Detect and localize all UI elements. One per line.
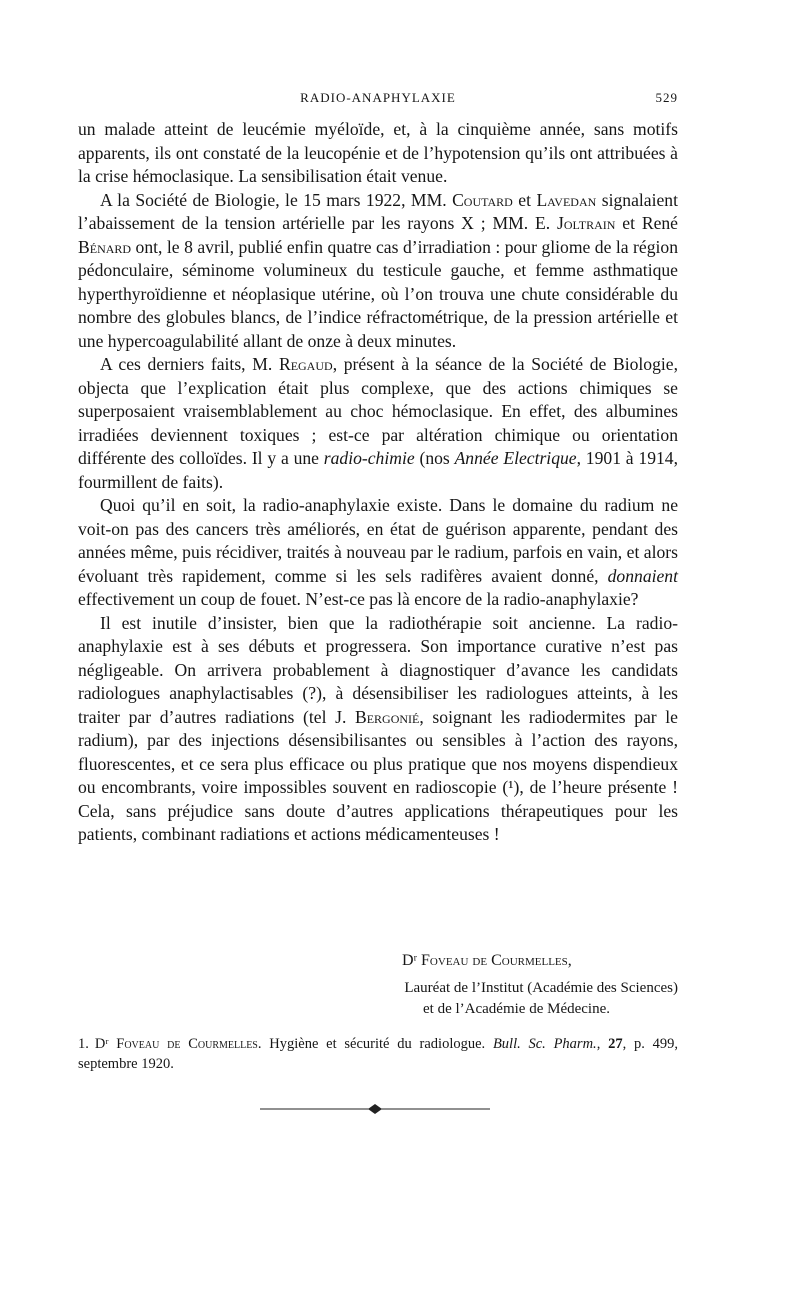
footnote bbox=[78, 1034, 678, 1074]
italic-text: radio-chimie bbox=[323, 448, 415, 468]
footnote-number: 1. bbox=[78, 1036, 89, 1052]
article-body bbox=[78, 118, 678, 847]
text-run: (nos bbox=[414, 448, 455, 468]
italic-text: donnaient bbox=[607, 565, 678, 586]
paragraph bbox=[78, 353, 678, 494]
text-run: Quoi qu’il en soit, la radio-anaphylaxie existe. Dans le domaine du radium ne voit-on pas des cancers très améliorés, en état de guérison apparente, pendant des années même, puis récidiver, traités à nouveau par le radium, parfois en vain, et alors évoluant très rapidement, comme si les sels radifères avaient donné, bbox=[78, 495, 678, 586]
text-run: et bbox=[512, 189, 537, 210]
text-run: signalaient l’abaissement de la tension artérielle par les rayons X ; MM. E. bbox=[78, 189, 678, 233]
author-affiliation: Lauréat de l’Institut (Académie des Sciences) bbox=[404, 980, 678, 996]
person-name: Bergonié bbox=[354, 706, 420, 727]
footnote-text bbox=[78, 1036, 678, 1072]
paragraph bbox=[78, 612, 678, 847]
paragraph bbox=[78, 494, 678, 612]
text-run: Il est inutile d’insister, bien que la radiothérapie soit ancienne. La radio-anaphylaxie est à ses débuts et progressera. Son importance curative n’est pas négligeable. On arrivera probablement à diagnostiquer d’avance les candidats radiologues anaphylactisables (?), à désensibiliser les radiologues atteints, à les traiter par d’autres radiations (tel J. bbox=[78, 612, 678, 727]
italic-text: Année Electrique bbox=[454, 448, 577, 468]
person-name: Regaud bbox=[278, 354, 333, 374]
italic-text: Bull. Sc. Pharm. bbox=[492, 1036, 597, 1052]
person-name: Lavedan bbox=[536, 189, 597, 210]
paragraph bbox=[78, 118, 678, 189]
text-run: , bbox=[596, 1036, 609, 1052]
paragraph bbox=[78, 189, 678, 354]
author-name: Dʳ Foveau de Courmelles, bbox=[402, 952, 572, 969]
text-run: un malade atteint de leucémie myéloïde, et, à la cinquième année, sans motifs apparents, ils ont constaté de la leucopénie et de l’hypotension qu’ils ont attribuées à la crise hémoclasique. La sensibilisation était venue. bbox=[78, 119, 678, 186]
text-run: ont, le 8 avril, publié enfin quatre cas d’irradiation : pour gliome de la région pédonculaire, séminome volumineux du testicule gauche, et femme asthmatique hyperthyroïdienne et néoplasique utérine, où l’on trouva une chute considérable du nombre des globules blancs, de l’indice réfractométrique, de la pression artérielle et une hypercoagulabilité allant de onze à deux minutes. bbox=[78, 236, 678, 351]
running-title: RADIO-ANAPHYLAXIE bbox=[300, 90, 456, 105]
author-affiliation: et de l’Académie de Médecine. bbox=[423, 1001, 610, 1017]
signature-block bbox=[78, 952, 678, 1020]
person-name: Coutard bbox=[452, 189, 513, 210]
text-run: 27 bbox=[608, 1036, 623, 1052]
text-run: , p. 499, septembre 1920. bbox=[78, 1036, 679, 1072]
person-name: Bénard bbox=[78, 236, 132, 257]
text-run: A la Société de Biologie, le 15 mars 1922, MM. bbox=[100, 189, 453, 210]
page-number: 529 bbox=[655, 90, 678, 105]
text-run: A ces derniers faits, M. bbox=[100, 354, 279, 374]
text-run: , 1901 à 1914, fourmillent de faits). bbox=[78, 448, 678, 492]
text-run: , présent à la séance de la Société de Biologie, objecta que l’explication était plus complexe, que des actions chimiques se superposaient vraisemblablement au choc hémoclasique. En effet, des albumines irradiées deviennent toxiques ; est-ce par altération chimique ou orientation différente des colloïdes. Il y a une bbox=[78, 354, 678, 468]
running-header bbox=[78, 90, 678, 110]
text-run: effectivement un coup de fouet. N’est-ce pas là encore de la radio-anaphylaxie? bbox=[78, 589, 639, 609]
person-name: Dʳ Foveau de Courmelles bbox=[94, 1036, 258, 1052]
person-name: Joltrain bbox=[557, 213, 616, 233]
closing-rule-ornament bbox=[260, 1103, 490, 1115]
text-run: et René bbox=[615, 213, 678, 233]
text-run: . Hygiène et sécurité du radiologue. bbox=[257, 1036, 493, 1052]
text-run: , soignant les radiodermites par le radium), par des injections désensibilisantes ou sensibles à l’action des rayons, fluorescentes, et ce sera plus efficace ou plus pratique que nos moyens dispendieux ou encombrants, voire impossibles souvent en radioscopie (¹), de l’heure présente ! Cela, sans préjudice sans doute d’autres applications thérapeutiques pour les patients, combinant radiations et actions médicamenteuses ! bbox=[78, 706, 678, 844]
